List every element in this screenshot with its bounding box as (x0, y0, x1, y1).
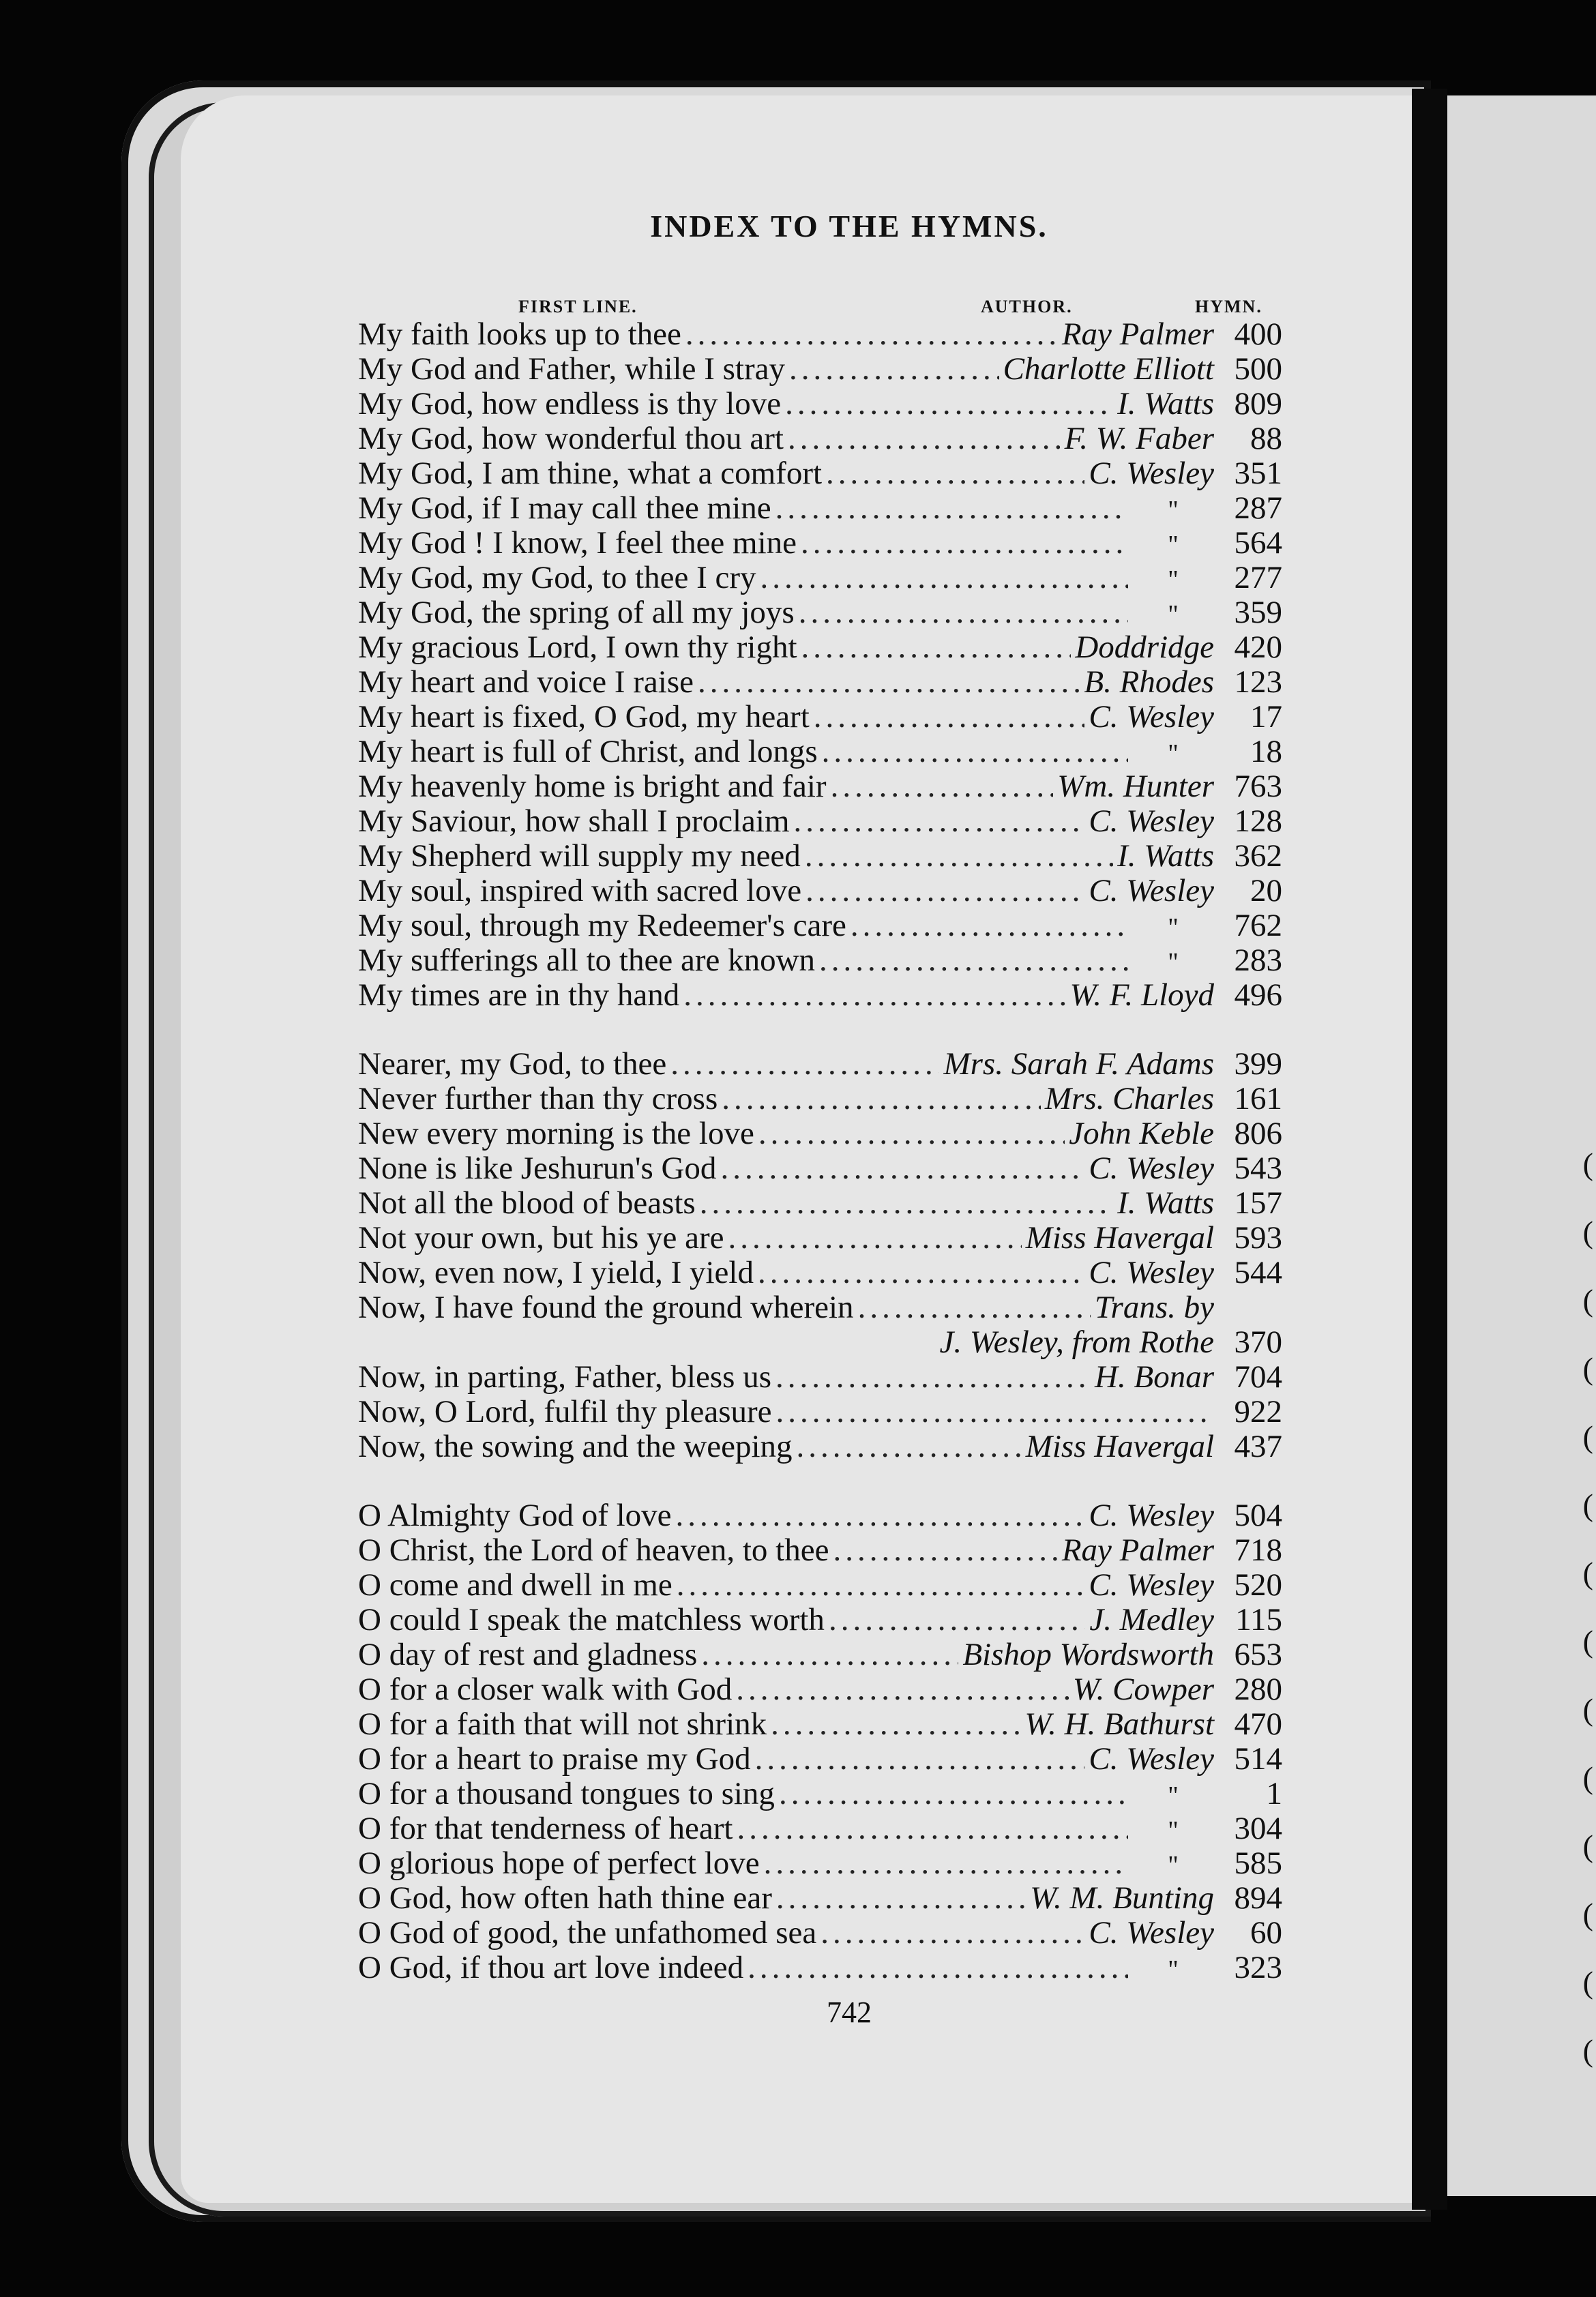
author: Ray Palmer (1061, 1533, 1214, 1568)
first-line: My God ! I know, I feel thee mine (358, 526, 797, 561)
index-row (358, 1533, 1282, 1568)
first-line: None is like Jeshurun's God (358, 1151, 717, 1186)
dot-leader (701, 1637, 958, 1672)
first-line: My soul, through my Redeemer's care (358, 908, 846, 943)
first-line: O Almighty God of love (358, 1498, 672, 1533)
dot-leader (799, 595, 1128, 630)
dot-leader (776, 1881, 1026, 1916)
first-line: Nearer, my God, to thee (358, 1047, 667, 1082)
author: C. Wesley (1089, 1916, 1214, 1951)
author: J. Wesley, from Rothe (939, 1324, 1214, 1360)
dot-leader (779, 1777, 1128, 1811)
index-row (358, 1707, 1282, 1742)
author: " (1168, 948, 1179, 977)
hymn-number: 20 (1250, 874, 1282, 908)
index-row (358, 1498, 1282, 1533)
hymn-number: 88 (1250, 421, 1282, 456)
dot-leader (748, 1951, 1128, 1985)
author: " (1168, 1816, 1179, 1845)
first-line: O could I speak the matchless worth (358, 1603, 825, 1637)
dot-leader (776, 1395, 1210, 1429)
author: C. Wesley (1089, 1151, 1214, 1186)
author: " (1168, 531, 1179, 559)
hymn-number: 362 (1234, 839, 1282, 874)
index-row (358, 1916, 1282, 1951)
author: C. Wesley (1089, 874, 1214, 908)
dot-leader (829, 1603, 1085, 1637)
author: F. W. Faber (1064, 421, 1214, 456)
first-line: O God of good, the unfathomed sea (358, 1916, 817, 1951)
index-row (358, 526, 1282, 561)
author: H. Bonar (1095, 1360, 1214, 1395)
hymn-number: 470 (1234, 1707, 1282, 1742)
author: " (1168, 496, 1179, 524)
dot-leader (833, 1533, 1057, 1568)
first-line: O for that tenderness of heart (358, 1811, 733, 1846)
hymn-number: 17 (1250, 700, 1282, 735)
index-row (358, 665, 1282, 700)
first-line: Now, O Lord, fulfil thy pleasure (358, 1395, 772, 1429)
hymn-number: 370 (1234, 1324, 1282, 1360)
author: Miss Havergal (1025, 1221, 1214, 1256)
index-row (358, 1256, 1282, 1290)
author: Ray Palmer (1061, 317, 1214, 352)
index-row (358, 1811, 1282, 1846)
dot-leader (814, 700, 1085, 735)
hymn-number: 437 (1234, 1429, 1282, 1464)
first-line: New every morning is the love (358, 1116, 754, 1151)
first-line: Now, I have found the ground wherein (358, 1290, 854, 1325)
first-line: O day of rest and gladness (358, 1637, 698, 1672)
index-row (358, 1742, 1282, 1777)
first-line: My gracious Lord, I own thy right (358, 630, 797, 665)
author: W. F. Lloyd (1069, 978, 1214, 1013)
hymn-number: 514 (1234, 1742, 1282, 1777)
first-line: My soul, inspired with sacred love (358, 874, 802, 908)
first-line: Never further than thy cross (358, 1082, 718, 1116)
index-row (358, 1637, 1282, 1672)
author: Charlotte Elliott (1003, 352, 1214, 387)
dot-leader (805, 839, 1113, 874)
hymn-number: 157 (1234, 1186, 1282, 1221)
hymn-number: 115 (1235, 1603, 1282, 1637)
author: W. Cowper (1072, 1672, 1214, 1707)
author: Mrs. Sarah F. Adams (943, 1047, 1214, 1082)
index-row (358, 352, 1282, 387)
first-line: My heart is full of Christ, and longs (358, 735, 818, 769)
dot-leader (670, 1047, 939, 1082)
dot-leader (764, 1846, 1128, 1881)
index-row (358, 1151, 1282, 1186)
dot-leader (831, 769, 1054, 804)
dot-leader (788, 421, 1061, 456)
hymn-number: 60 (1250, 1916, 1282, 1951)
hymn-number: 543 (1234, 1151, 1282, 1186)
author: Mrs. Charles (1044, 1082, 1214, 1116)
index-row (358, 491, 1282, 526)
column-header-author: AUTHOR. (981, 297, 1073, 316)
dot-leader (755, 1742, 1085, 1777)
index-row (358, 943, 1282, 978)
index-row (358, 421, 1282, 456)
dot-leader (789, 352, 999, 387)
index-row (358, 1777, 1282, 1811)
dot-leader (676, 1498, 1085, 1533)
book-gutter (1412, 89, 1447, 2210)
index-row (358, 700, 1282, 735)
author: " (1168, 1851, 1179, 1880)
first-line: My God, the spring of all my joys (358, 595, 795, 630)
author: C. Wesley (1089, 456, 1214, 491)
index-row (358, 769, 1282, 804)
hymn-number: 283 (1234, 943, 1282, 978)
hymn-number: 500 (1234, 352, 1282, 387)
first-line: O come and dwell in me (358, 1568, 673, 1603)
index-row (358, 1951, 1282, 1985)
author: " (1168, 565, 1179, 594)
dot-leader (700, 1186, 1113, 1221)
index-row (358, 1568, 1282, 1603)
first-line: My Shepherd will supply my need (358, 839, 801, 874)
dot-leader (851, 908, 1128, 943)
dot-leader (822, 735, 1128, 769)
hymn-number: 323 (1234, 1951, 1282, 1985)
index-row (358, 735, 1282, 769)
author: I. Watts (1117, 839, 1214, 874)
hymn-number: 420 (1234, 630, 1282, 665)
index-row (358, 561, 1282, 595)
hymn-number: 762 (1234, 908, 1282, 943)
index-row (358, 630, 1282, 665)
hymn-number: 504 (1234, 1498, 1282, 1533)
hymn-number: 128 (1234, 804, 1282, 839)
index-row (358, 1881, 1282, 1916)
index-row-continuation (358, 1325, 1282, 1360)
author: C. Wesley (1089, 1568, 1214, 1603)
dot-leader (797, 1429, 1022, 1464)
page-title: INDEX TO THE HYMNS. (650, 209, 1048, 243)
author: " (1168, 600, 1179, 629)
author: B. Rhodes (1084, 665, 1214, 700)
hymn-number: 544 (1234, 1256, 1282, 1290)
index-row (358, 317, 1282, 352)
author: " (1168, 913, 1179, 942)
first-line: Now, even now, I yield, I yield (358, 1256, 754, 1290)
index-row (358, 456, 1282, 491)
dot-leader (728, 1221, 1021, 1256)
author: Wm. Hunter (1057, 769, 1214, 804)
index-row (358, 1186, 1282, 1221)
first-line: My God, I am thine, what a comfort (358, 456, 823, 491)
hymn-number: 809 (1234, 387, 1282, 421)
first-line: My heavenly home is bright and fair (358, 769, 827, 804)
column-header-hymn: HYMN. (1195, 297, 1262, 316)
dot-leader (758, 1116, 1065, 1151)
hymn-number: 18 (1250, 735, 1282, 769)
first-line: Not your own, but his ye are (358, 1221, 724, 1256)
index-row (358, 908, 1282, 943)
author: C. Wesley (1089, 1498, 1214, 1533)
dot-leader (806, 874, 1084, 908)
dot-leader (785, 387, 1113, 421)
hymn-number: 277 (1234, 561, 1282, 595)
author: I. Watts (1117, 387, 1214, 421)
author: C. Wesley (1089, 700, 1214, 735)
first-line: O Christ, the Lord of heaven, to thee (358, 1533, 829, 1568)
first-line: O for a thousand tongues to sing (358, 1777, 775, 1811)
author: Miss Havergal (1025, 1429, 1214, 1464)
first-line: My sufferings all to thee are known (358, 943, 816, 978)
index-row (358, 1082, 1282, 1116)
author: " (1168, 1781, 1179, 1810)
dot-leader (858, 1290, 1091, 1325)
dot-leader (698, 665, 1080, 700)
hymn-number: 704 (1234, 1360, 1282, 1395)
hymn-number: 280 (1234, 1672, 1282, 1707)
dot-leader (819, 943, 1128, 978)
author: John Keble (1069, 1116, 1214, 1151)
hymn-number: 359 (1234, 595, 1282, 630)
hymn-number: 922 (1234, 1395, 1282, 1429)
author: Trans. by (1095, 1290, 1214, 1325)
index-row (358, 874, 1282, 908)
dot-leader (771, 1707, 1020, 1742)
first-line: O for a closer walk with God (358, 1672, 733, 1707)
hymn-number: 351 (1234, 456, 1282, 491)
hymn-number: 400 (1234, 317, 1282, 352)
first-line: My God, how endless is thy love (358, 387, 782, 421)
dot-leader (801, 526, 1128, 561)
index-row (358, 1395, 1282, 1429)
column-header-first-line: FIRST LINE. (518, 297, 638, 316)
dot-leader (683, 978, 1065, 1013)
first-line: O glorious hope of perfect love (358, 1846, 760, 1881)
author: Doddridge (1075, 630, 1214, 665)
author: " (1168, 739, 1179, 768)
author: I. Watts (1117, 1186, 1214, 1221)
hymn-number: 399 (1234, 1047, 1282, 1082)
hymn-number: 496 (1234, 978, 1282, 1013)
index-row (358, 387, 1282, 421)
index-row (358, 1846, 1282, 1881)
index-row (358, 1047, 1282, 1082)
first-line: My heart and voice I raise (358, 665, 694, 700)
hymn-index-list (358, 317, 1282, 1985)
index-row (358, 839, 1282, 874)
author: W. M. Bunting (1030, 1881, 1214, 1916)
dot-leader (736, 1672, 1069, 1707)
dot-leader (794, 804, 1085, 839)
author: C. Wesley (1089, 804, 1214, 839)
index-row (358, 595, 1282, 630)
first-line: My God, my God, to thee I cry (358, 561, 756, 595)
dot-leader (760, 561, 1128, 595)
index-row (358, 1360, 1282, 1395)
dot-leader (821, 1916, 1084, 1951)
dot-leader (685, 317, 1058, 352)
hymn-number: 593 (1234, 1221, 1282, 1256)
dot-leader (758, 1256, 1084, 1290)
index-row (358, 1429, 1282, 1464)
hymn-number: 894 (1234, 1881, 1282, 1916)
index-row (358, 1221, 1282, 1256)
index-row (358, 804, 1282, 839)
dot-leader (720, 1151, 1084, 1186)
first-line: My faith looks up to thee (358, 317, 681, 352)
index-row (358, 1290, 1282, 1325)
dot-leader (801, 630, 1072, 665)
first-line: O God, if thou art love indeed (358, 1951, 744, 1985)
hymn-number: 653 (1234, 1637, 1282, 1672)
dot-leader (826, 456, 1084, 491)
index-row (358, 978, 1282, 1013)
author: Bishop Wordsworth (962, 1637, 1214, 1672)
first-line: O for a heart to praise my God (358, 1742, 751, 1777)
author: " (1168, 1955, 1179, 1984)
index-row (358, 1672, 1282, 1707)
author: C. Wesley (1089, 1742, 1214, 1777)
author: C. Wesley (1089, 1256, 1214, 1290)
page-number: 742 (827, 1996, 872, 2029)
hymn-number: 718 (1234, 1533, 1282, 1568)
hymn-number: 123 (1234, 665, 1282, 700)
hymn-number: 520 (1234, 1568, 1282, 1603)
first-line: My God, how wonderful thou art (358, 421, 784, 456)
hymn-number: 304 (1234, 1811, 1282, 1846)
first-line: Not all the blood of beasts (358, 1186, 696, 1221)
hymn-number: 585 (1234, 1846, 1282, 1881)
author: J. Medley (1089, 1603, 1214, 1637)
first-line: My God, if I may call thee mine (358, 491, 771, 526)
author: W. H. Bathurst (1024, 1707, 1214, 1742)
hymn-number: 287 (1234, 491, 1282, 526)
first-line: My Saviour, how shall I proclaim (358, 804, 790, 839)
dot-leader (775, 491, 1128, 526)
first-line: Now, the sowing and the weeping (358, 1429, 793, 1464)
hymn-number: 1 (1266, 1777, 1282, 1811)
dot-leader (737, 1811, 1128, 1846)
first-line: My times are in thy hand (358, 978, 680, 1013)
first-line: Now, in parting, Father, bless us (358, 1360, 771, 1395)
hymn-number: 763 (1234, 769, 1282, 804)
dot-leader (722, 1082, 1041, 1116)
hymn-number: 564 (1234, 526, 1282, 561)
first-line: O for a faith that will not shrink (358, 1707, 767, 1742)
hymn-number: 806 (1234, 1116, 1282, 1151)
adjacent-page-strip: ( ( ( ( ( ( ( ( ( ( ( ( ( ( (1447, 95, 1596, 2196)
index-row (358, 1116, 1282, 1151)
first-line: O God, how often hath thine ear (358, 1881, 772, 1916)
hymn-number: 161 (1234, 1082, 1282, 1116)
dot-leader (775, 1360, 1091, 1395)
first-line: My heart is fixed, O God, my heart (358, 700, 810, 735)
first-line: My God and Father, while I stray (358, 352, 785, 387)
index-row (358, 1603, 1282, 1637)
dot-leader (677, 1568, 1085, 1603)
